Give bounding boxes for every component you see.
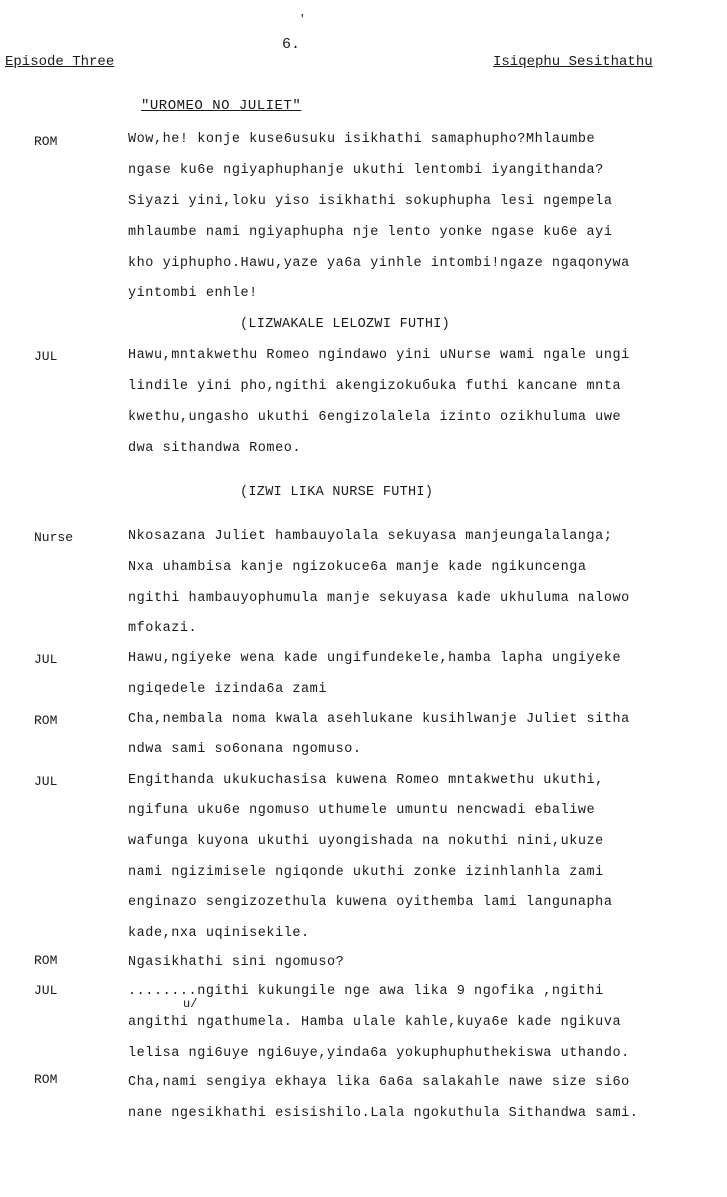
dialogue-line: ngase ku6e ngiyaphuphanje ukuthi lentombi iyangithanda? <box>128 163 604 178</box>
speaker-label: ROM <box>34 953 58 968</box>
dialogue-line: Cha,nami sengiya ekhaya lika 6a6a salakahle nawe size si6o <box>128 1075 630 1090</box>
dialogue-line: ngithi hambauyophumula manje sekuyasa kade ukhuluma nalowo <box>128 591 630 606</box>
dialogue-line: Hawu,mntakwethu Romeo ngindawo yini uNurse wami ngale ungi <box>128 348 630 363</box>
dialogue-line: Hawu,ngiyeke wena kade ungifundekele,hamba lapha ungiyeke <box>128 651 622 666</box>
dialogue-line: wafunga kuyona ukuthi uyongishada na nokuthi nini,ukuze <box>128 834 604 849</box>
dialogue-line: angithi ngathumela. Hamba ulale kahle,kuya6e kade ngikuva <box>128 1015 622 1030</box>
dialogue-line: lelisa ngi6uye ngi6uye,yinda6a yokuphuphuthekiswa uthando. <box>128 1046 630 1061</box>
dialogue-line: kho yiphupho.Hawu,yaze ya6a yinhle intombi!ngaze ngaqonywa <box>128 256 630 271</box>
dialogue-line: kade,nxa uqinisekile. <box>128 926 310 941</box>
dialogue-line: Wow,he! konje kuse6usuku isikhathi samaphupho?Mhlaumbe <box>128 132 596 147</box>
dialogue-line: ngifuna uku6e ngomuso uthumele umuntu nencwadi ebaliwe <box>128 803 596 818</box>
page-number: 6. <box>282 36 301 53</box>
dialogue-line: kwethu,ungasho ukuthi 6engizolalela izinto ozikhuluma uwe <box>128 410 622 425</box>
speaker-label: Nurse <box>34 530 74 545</box>
stage-direction: (IZWI LIKA NURSE FUTHI) <box>240 485 434 500</box>
dialogue-line: nami ngizimisele ngiqonde ukuthi zonke izinhlanhla zami <box>128 865 604 880</box>
dialogue-line: nane ngesikhathi esisishilo.Lala ngokuthula Sithandwa sami. <box>128 1106 639 1121</box>
dialogue-line: ........ngithi kukungile nge awa lika 9 ngofika ,ngithi <box>128 984 604 999</box>
dialogue-line: Nkosazana Juliet hambauyolala sekuyasa manjeungalalanga; <box>128 529 613 544</box>
dialogue-line: lindile yini pho,ngithi akengizokuбuka futhi kancane mnta <box>128 379 622 394</box>
dialogue-line: Cha,nembala noma kwala asehlukane kusihlwanje Juliet sitha <box>128 712 630 727</box>
dialogue-line: ndwa sami so6onana ngomuso. <box>128 742 362 757</box>
dialogue-line: Ngasikhathi sini ngomuso? <box>128 955 345 970</box>
handwritten-correction: u/ <box>183 997 198 1011</box>
dialogue-line: Nxa uhambisa kanje ngizokuce6a manje kade ngikuncenga <box>128 560 587 575</box>
dialogue-line: mhlaumbe nami ngiyaphupha nje lento yonke ngase ku6e ayi <box>128 225 613 240</box>
dialogue-line: Siyazi yini,loku yiso isikhathi sokuphupha lesi ngempela <box>128 194 613 209</box>
speaker-label: ROM <box>34 713 58 728</box>
episode-label-zulu: Isiqephu Sesithathu <box>493 54 653 70</box>
speaker-label: JUL <box>34 349 58 364</box>
dialogue-line: Engithanda ukukuchasisa kuwena Romeo mntakwethu ukuthi, <box>128 773 604 788</box>
speaker-label: ROM <box>34 134 58 149</box>
dialogue-line: enginazo sengizozethula kuwena oyithemba lami langunapha <box>128 895 613 910</box>
episode-label: Episode Three <box>5 54 115 70</box>
speaker-label: JUL <box>34 652 58 667</box>
dialogue-line: ngiqedele izinda6a zami <box>128 682 327 697</box>
speaker-label: ROM <box>34 1072 58 1087</box>
dialogue-line: mfokazi. <box>128 621 198 636</box>
play-title: "UROMEO NO JULIET" <box>141 98 302 114</box>
stage-direction: (LIZWAKALE LELOZWI FUTHI) <box>240 317 451 332</box>
dialogue-line: yintombi enhle! <box>128 286 258 301</box>
speaker-label: JUL <box>34 983 58 998</box>
speaker-label: JUL <box>34 774 58 789</box>
stray-mark: ' <box>299 14 306 26</box>
dialogue-line: dwa sithandwa Romeo. <box>128 441 302 456</box>
